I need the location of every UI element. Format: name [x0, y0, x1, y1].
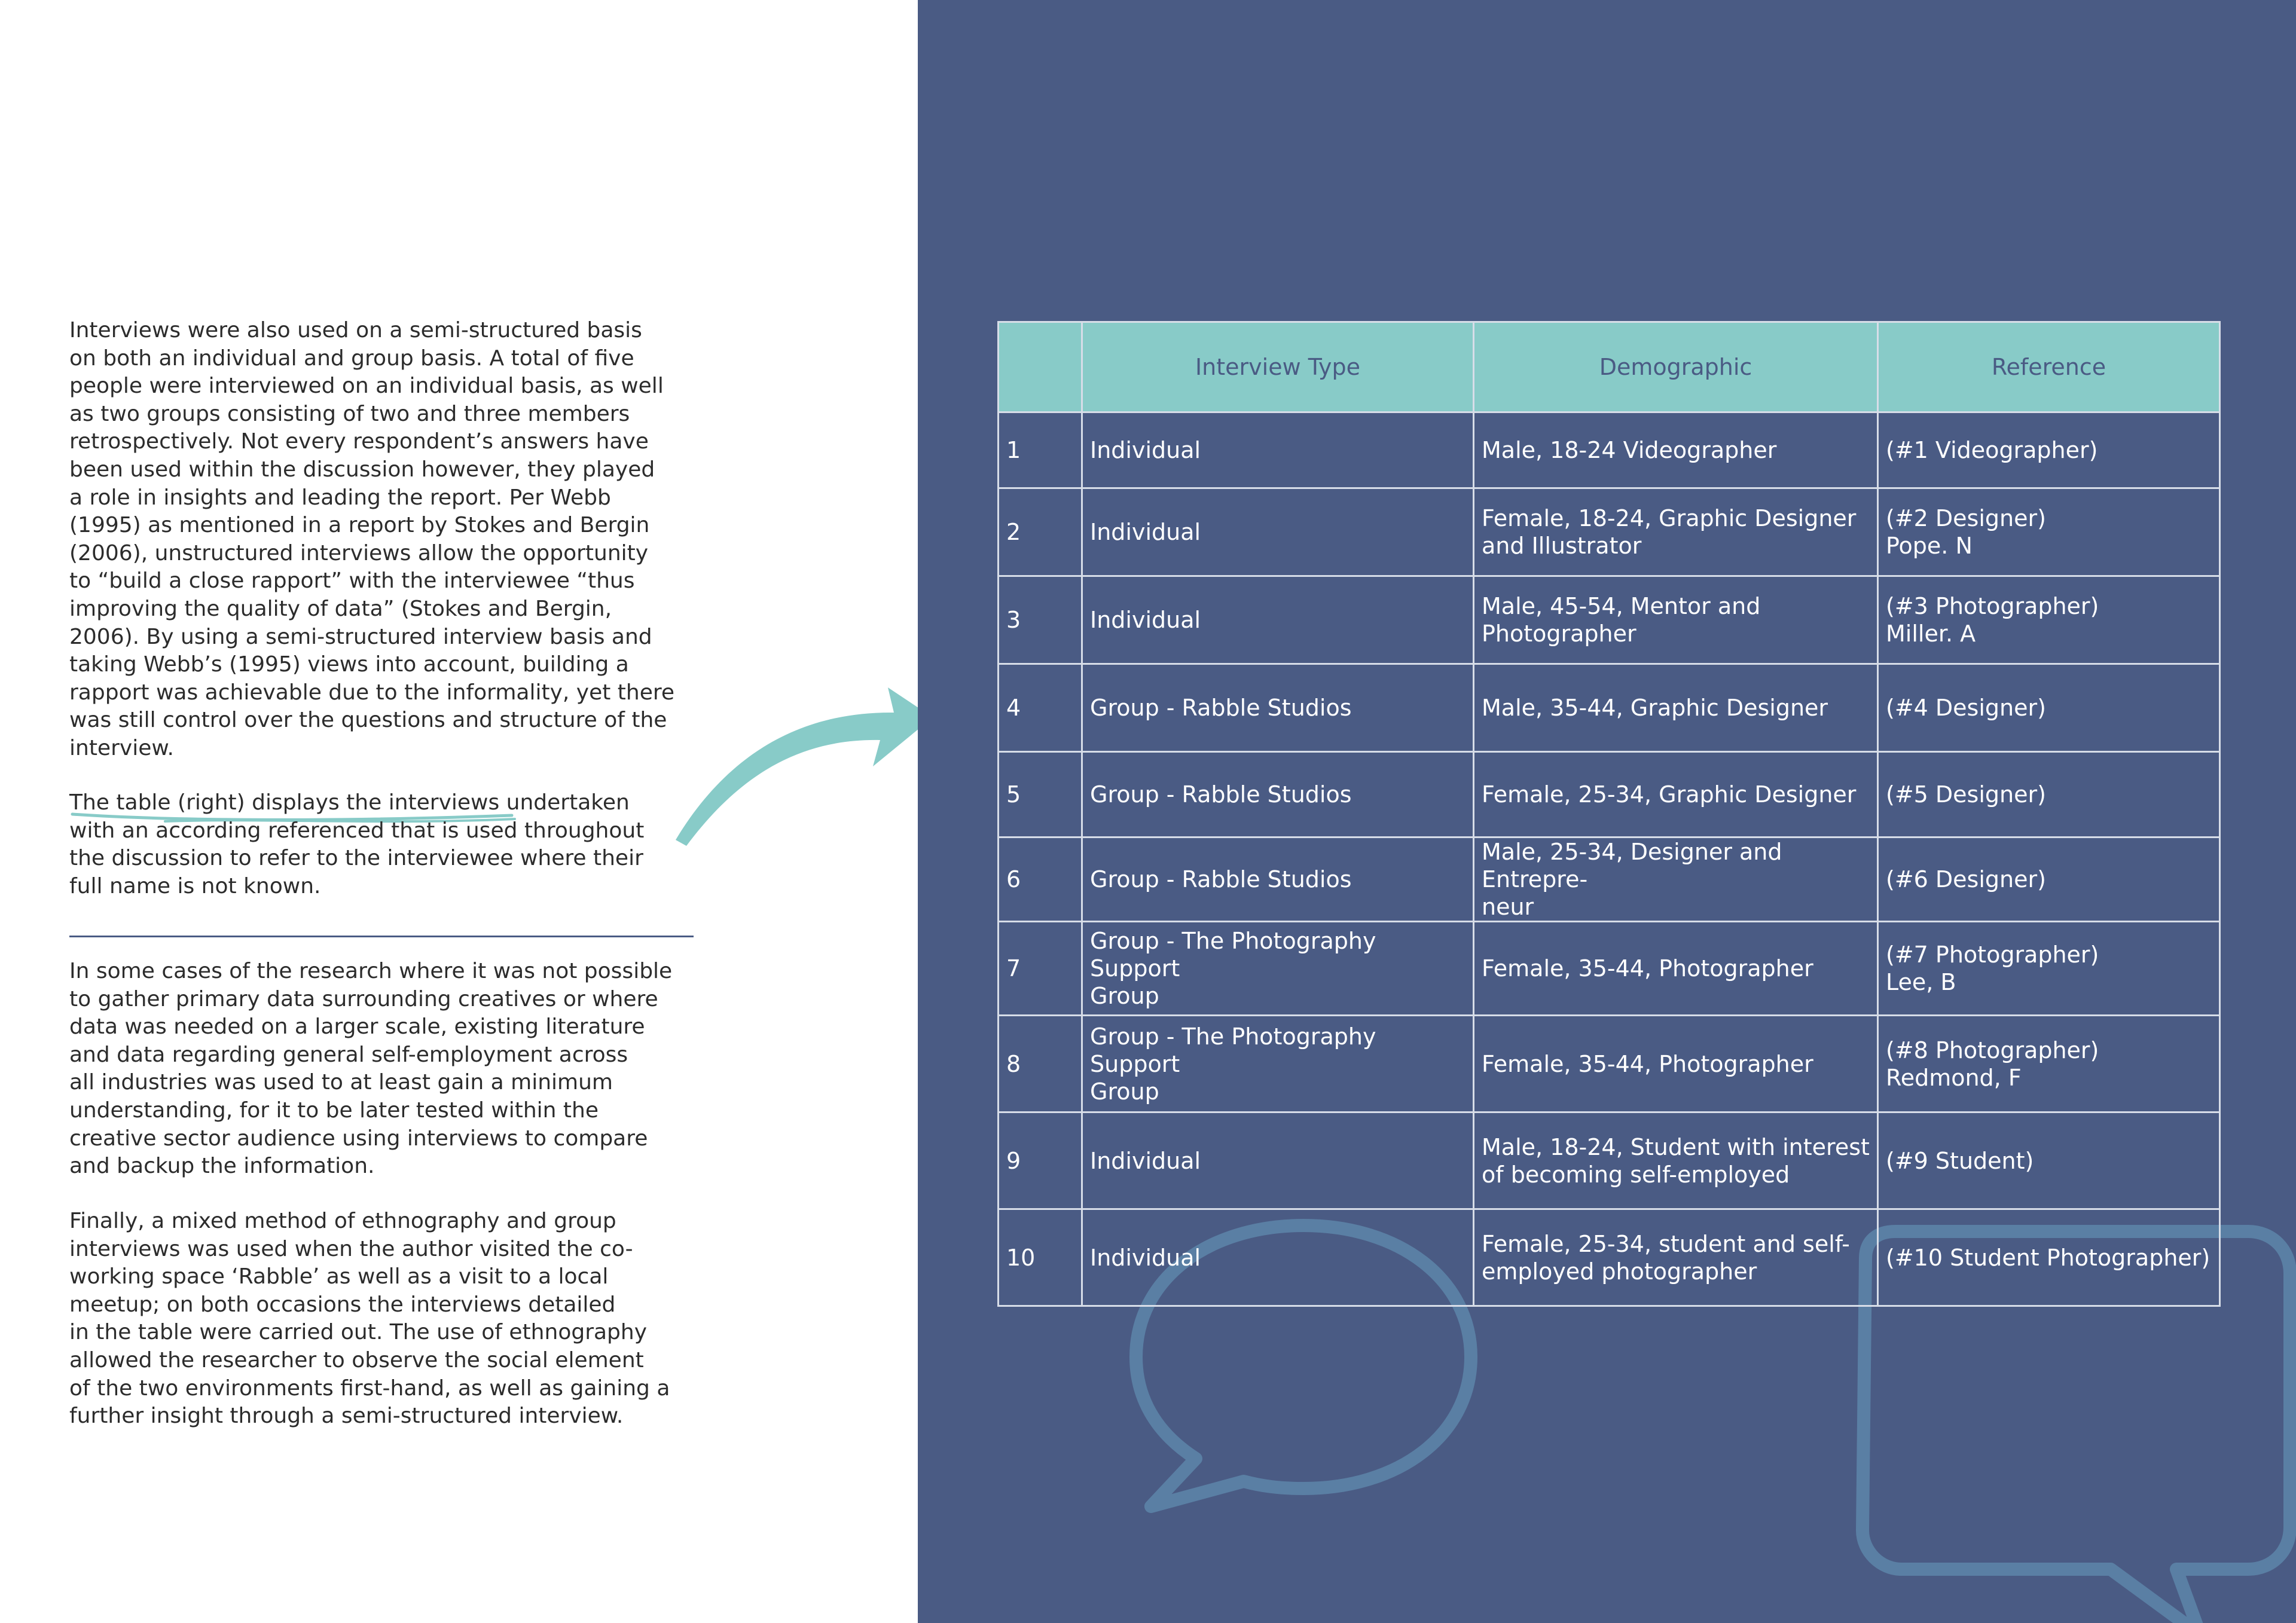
paragraph-ethnography: Finally, a mixed method of ethnography and group interviews was used when the author visited the co- working space ‘Rabble’ as well as a visit to a local meetup; on both occasions the interviews detailed in the table were carried out. The use of ethnography allowed the researcher to observe the social element of the two environments first-hand, as well as gaining a further insight through a semi-structured interview.	[69, 1209, 670, 1429]
interview-type-cell: Individual	[1082, 412, 1474, 488]
demographic-cell: Female, 25-34, student and self- employed photographer	[1474, 1209, 1878, 1306]
table-row	[999, 838, 2220, 922]
demographic-cell: Male, 18-24 Videographer	[1474, 412, 1878, 488]
row-number-cell: 7	[999, 922, 1082, 1016]
interview-type-cell: Individual	[1082, 576, 1474, 664]
demographic-cell: Male, 35-44, Graphic Designer	[1474, 664, 1878, 752]
row-number-cell: 6	[999, 838, 1082, 922]
demographic-cell: Male, 18-24, Student with interest of becoming self-employed	[1474, 1112, 1878, 1209]
table-header-row	[999, 322, 2220, 412]
header-demographic: Demographic	[1474, 322, 1878, 412]
reference-cell: (#5 Designer)	[1878, 752, 2220, 838]
row-number-cell: 1	[999, 412, 1082, 488]
table-row	[999, 922, 2220, 1016]
header-interview-type: Interview Type	[1082, 322, 1474, 412]
interview-type-cell: Individual	[1082, 1112, 1474, 1209]
row-number-cell: 4	[999, 664, 1082, 752]
reference-cell: (#4 Designer)	[1878, 664, 2220, 752]
left-page	[0, 0, 918, 1623]
demographic-cell: Male, 45-54, Mentor and Photographer	[1474, 576, 1878, 664]
row-number-cell: 3	[999, 576, 1082, 664]
reference-cell: (#6 Designer)	[1878, 838, 2220, 922]
interviews-table	[997, 321, 2221, 1307]
paragraph-interview-method: Interviews were also used on a semi-structured basis on both an individual and group basis. A total of five people were interviewed on an individual basis, as well as two groups consisting of two and three members retrospectively. Not every respondent’s answers have been used within the discussion however, they played a role in insights and leading the report. Per Webb (1995) as mentioned in a report by Stokes and Bergin (2006), unstructured interviews allow the opportunity to “build a close rapport” with the interviewee “thus improving the quality of data” (Stokes and Bergin, 2006). By using a semi-structured interview basis and taking Webb’s (1995) views into account, building a rapport was achievable due to the informality, yet there was still control over the questions and structure of the interview.	[69, 318, 675, 760]
demographic-cell: Female, 35-44, Photographer	[1474, 922, 1878, 1016]
interview-type-cell: Group - The Photography Support Group	[1082, 1016, 1474, 1112]
table-row	[999, 576, 2220, 664]
reference-cell: (#10 Student Photographer)	[1878, 1209, 2220, 1306]
row-number-cell: 8	[999, 1016, 1082, 1112]
reference-cell: (#8 Photographer) Redmond, F	[1878, 1016, 2220, 1112]
interview-type-cell: Group - Rabble Studios	[1082, 838, 1474, 922]
table-row	[999, 412, 2220, 488]
row-number-cell: 5	[999, 752, 1082, 838]
paragraph-secondary-data: In some cases of the research where it was not possible to gather primary data surrounding creatives or where data was needed on a larger scale, existing literature and data regarding general self-employment across all industries was used to at least gain a minimum understanding, for it to be later tested within the creative sector audience using interviews to compare and backup the information.	[69, 959, 673, 1179]
demographic-cell: Male, 25-34, Designer and Entrepre- neur	[1474, 838, 1878, 922]
reference-cell: (#7 Photographer) Lee, B	[1878, 922, 2220, 1016]
row-number-cell: 9	[999, 1112, 1082, 1209]
table-row	[999, 1016, 2220, 1112]
curved-arrow-icon	[664, 676, 939, 855]
table-row	[999, 1112, 2220, 1209]
reference-cell: (#3 Photographer) Miller. A	[1878, 576, 2220, 664]
demographic-cell: Female, 35-44, Photographer	[1474, 1016, 1878, 1112]
header-reference: Reference	[1878, 322, 2220, 412]
interview-type-cell: Individual	[1082, 488, 1474, 576]
paragraph-table-intro: The table (right) displays the interviews undertaken with an according referenced that is used throughout the discussion to refer to the interviewee where their full name is not known.	[69, 790, 645, 898]
row-number-cell: 2	[999, 488, 1082, 576]
table-row	[999, 664, 2220, 752]
interview-type-cell: Group - The Photography Support Group	[1082, 922, 1474, 1016]
header-number	[999, 322, 1082, 412]
reference-cell: (#2 Designer) Pope. N	[1878, 488, 2220, 576]
row-number-cell: 10	[999, 1209, 1082, 1306]
table-row	[999, 488, 2220, 576]
table-body	[999, 412, 2220, 1306]
demographic-cell: Female, 25-34, Graphic Designer	[1474, 752, 1878, 838]
table-row	[999, 1209, 2220, 1306]
table-row	[999, 752, 2220, 838]
reference-cell: (#9 Student)	[1878, 1112, 2220, 1209]
section-divider	[69, 936, 694, 937]
demographic-cell: Female, 18-24, Graphic Designer and Illustrator	[1474, 488, 1878, 576]
reference-cell: (#1 Videographer)	[1878, 412, 2220, 488]
interview-type-cell: Group - Rabble Studios	[1082, 752, 1474, 838]
interview-type-cell: Individual	[1082, 1209, 1474, 1306]
interview-type-cell: Group - Rabble Studios	[1082, 664, 1474, 752]
